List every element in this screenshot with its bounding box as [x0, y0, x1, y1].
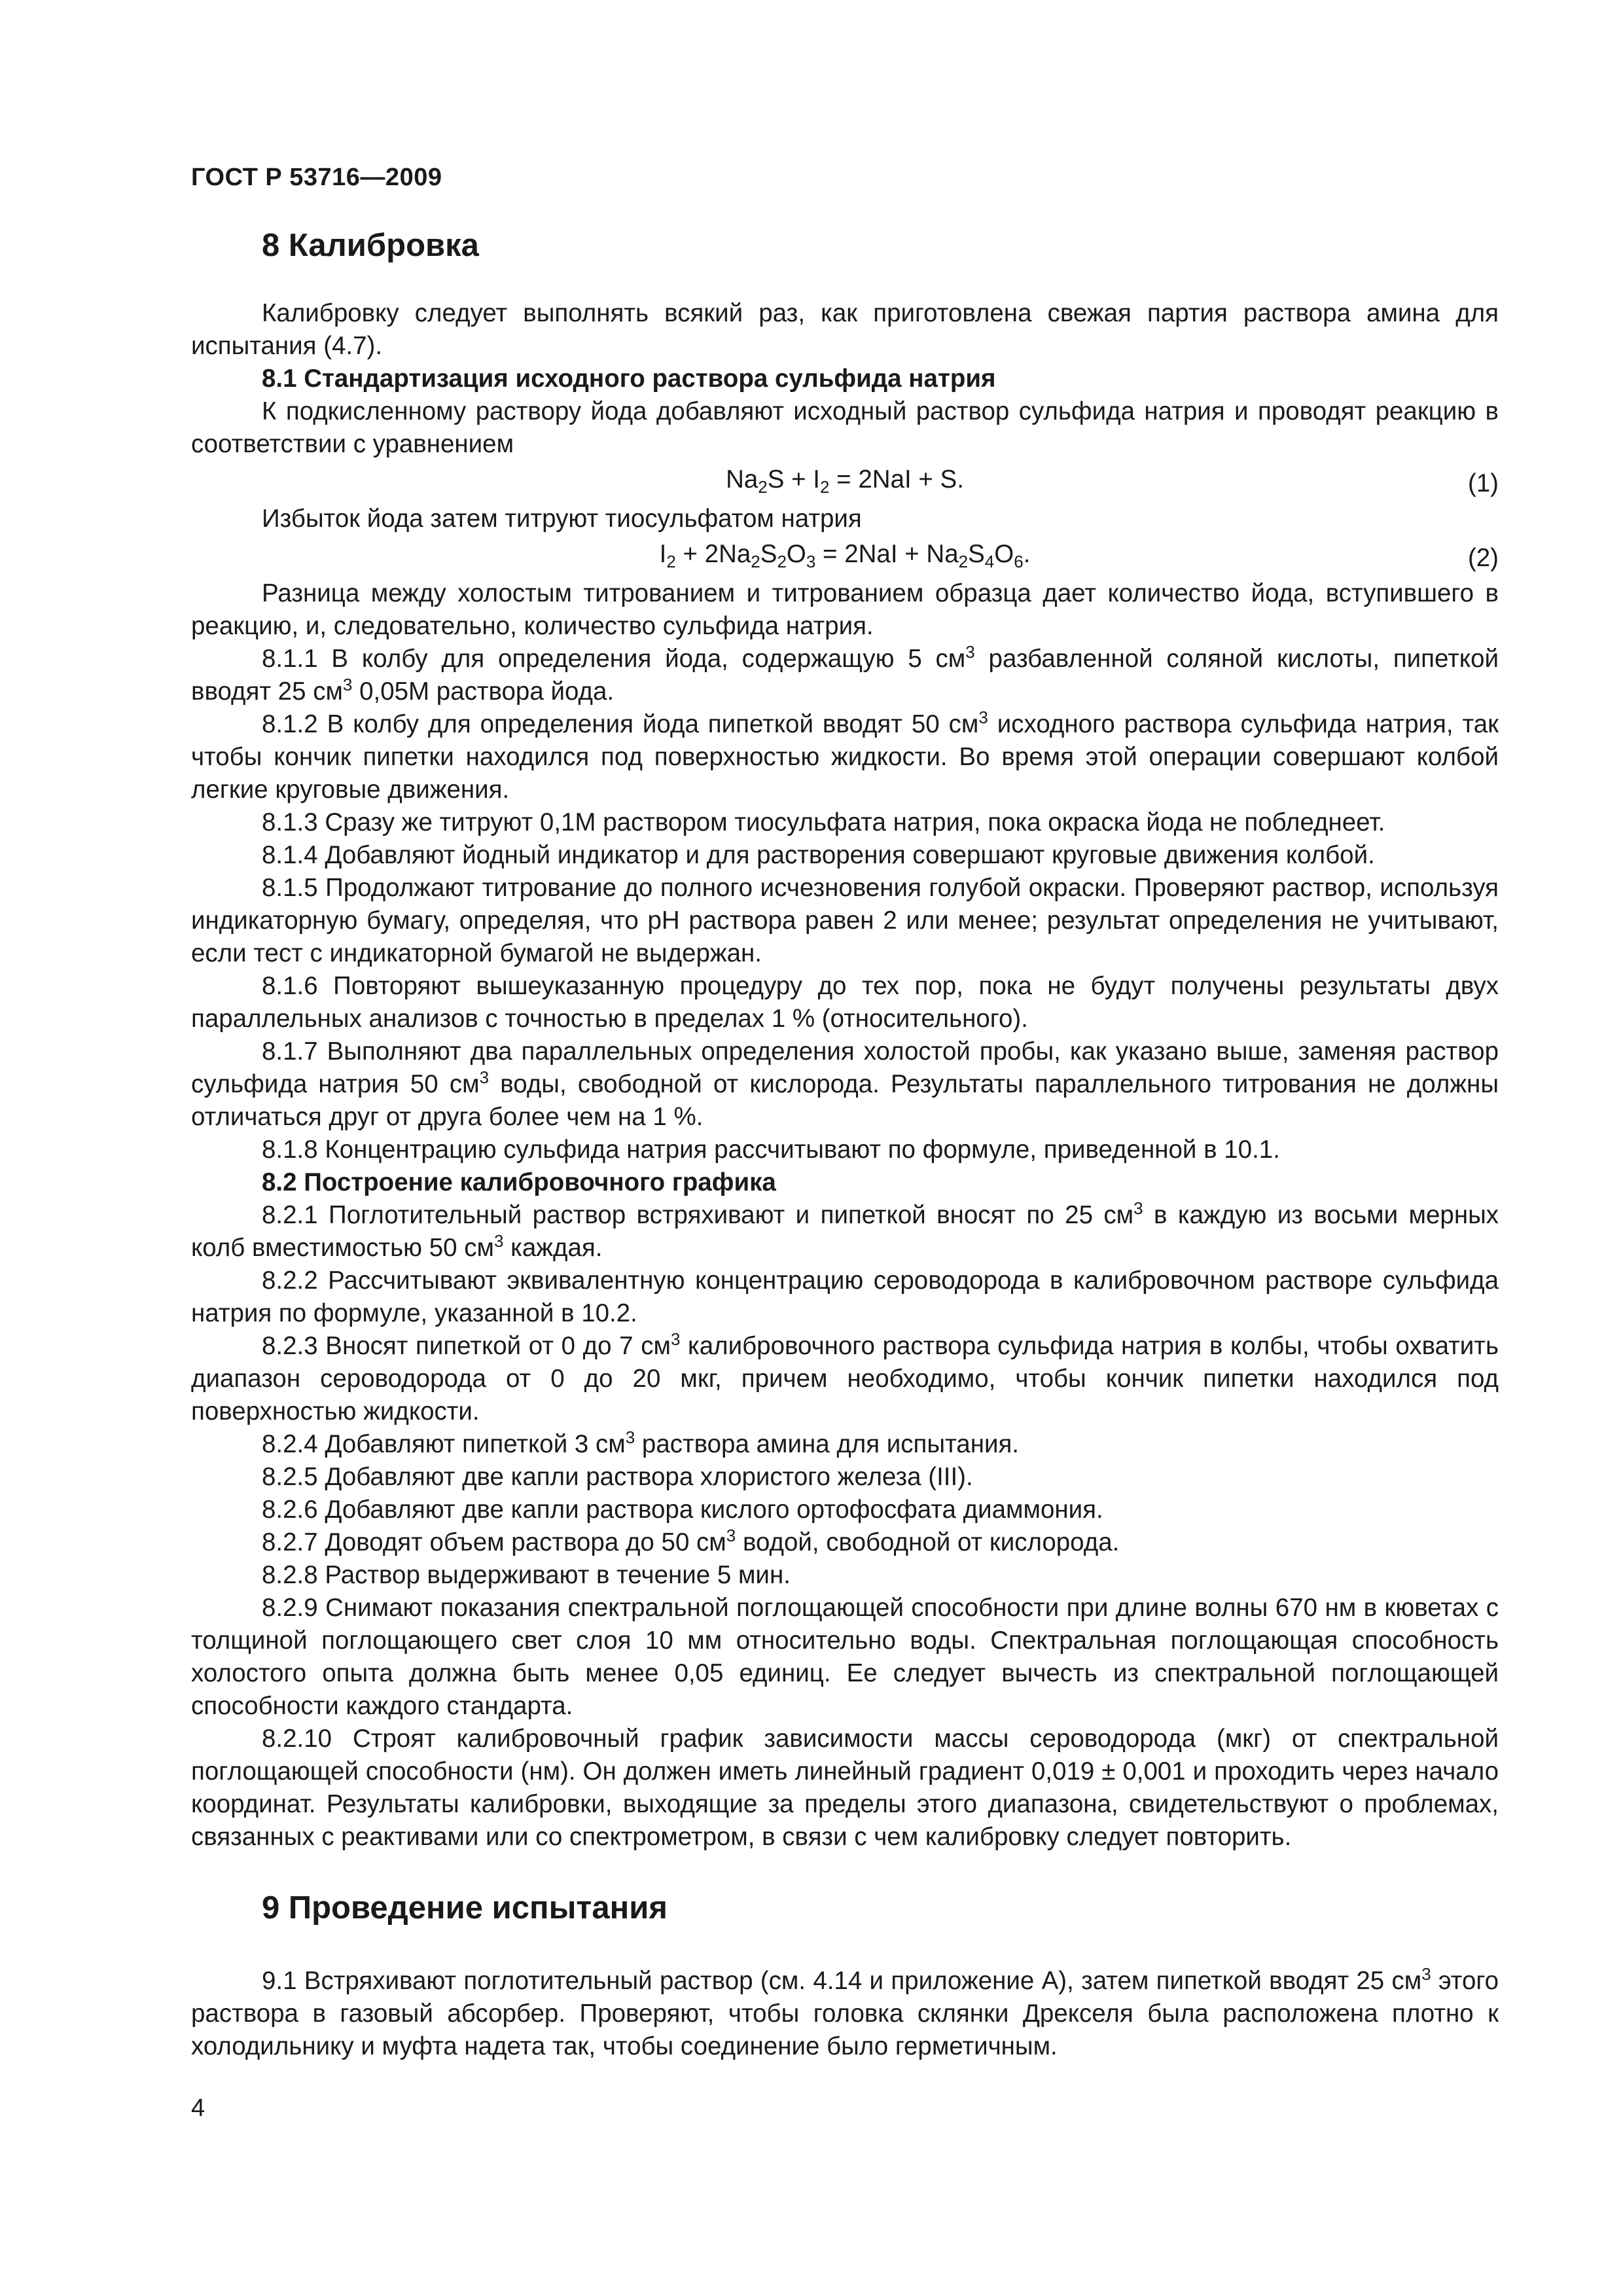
clause-8-2-10: 8.2.10 Строят калибровочный график зависимости массы сероводорода (мкг) от спектральной поглощающей способности (нм). Он должен иметь линейный градиент 0,019 ± 0,001 и проходить через начало координат. Результаты калибровки, выходящие за пределы этого диапазона, свидетельствуют о проблемах, связанных с реактивами или со спектрометром, в связи с чем калибровку следует повторить. — [191, 1725, 1499, 1851]
iodine-excess-text: Избыток йода затем титруют тиосульфатом натрия — [262, 505, 862, 533]
clause-9-1: 9.1 Встряхивают поглотительный раствор (см. 4.14 и приложение А), затем пипеткой вводят 25 $см^3$ этого раствора в газовый абсорбер. Проверяют, чтобы головка склянки Дрекселя была расположена плотно к холодильнику и муфта надета так, чтобы соединение было герметичным. — [191, 1964, 1499, 2060]
clause-8-2-5: 8.2.5 Добавляют две капли раствора хлористого железа (III). — [262, 1463, 973, 1491]
section-8-heading: 8 Калибровка — [262, 228, 479, 263]
formula-2 — [191, 535, 1499, 577]
subsection-8-1-heading: 8.1 Стандартизация исходного раствора сульфида натрия — [262, 365, 996, 393]
clause-8-2-3: 8.2.3 Вносят пипеткой от 0 до 7 $см^3$ калибровочного раствора сульфида натрия в колбы, чтобы охватить диапазон сероводорода от 0 до 20 мкг, причем необходимо, чтобы кончик пипетки находился под поверхностью жидкости. — [191, 1329, 1499, 1426]
clause-8-2-1: 8.2.1 Поглотительный раствор встряхивают и пипеткой вносят по 25 $см^3$ в каждую из восьми мерных колб вместимостью 50 $см^3$ каждая. — [191, 1198, 1499, 1262]
section-9-heading: 9 Проведение испытания — [262, 1890, 668, 1926]
clause-8-1-7: 8.1.7 Выполняют два параллельных определения холостой пробы, как указано выше, заменяя раствор сульфида натрия 50 $см^3$ воды, свободной от кислорода. Результаты параллельного титрования не должны отличаться друг от друга более чем на 1 %. — [191, 1037, 1499, 1131]
document-header: ГОСТ Р 53716—2009 — [191, 164, 442, 191]
formula-1-expression: $Na_2S + I_2 = 2NaI + S$. — [726, 465, 964, 497]
formula-2-expression: $I_2 + 2Na_2S_2O_3 = 2NaI + Na_2S_4O_6$. — [659, 540, 1031, 571]
subsection-8-2-heading: 8.2 Построение калибровочного графика — [262, 1168, 776, 1196]
clause-8-2-6: 8.2.6 Добавляют две капли раствора кислого ортофосфата диаммония. — [262, 1496, 1103, 1524]
clause-8-1-3: 8.1.3 Сразу же титруют 0,1М раствором тиосульфата натрия, пока окраска йода не побледнеет. — [262, 808, 1385, 836]
difference-text: Разница между холостым титрованием и титрованием образца дает количество йода, вступившего в реакцию, и, следовательно, количество сульфида натрия. — [191, 579, 1499, 640]
sec81-text: К подкисленному раствору йода добавляют исходный раствор сульфида натрия и проводят реакцию в соответствии с уравнением — [191, 397, 1499, 458]
formula-1-number: (1) — [1467, 469, 1499, 497]
page-number: 4 — [191, 2094, 205, 2122]
clause-8-2-7: 8.2.7 Доводят объем раствора до 50 $см^3$ водой, свободной от кислорода. — [262, 1526, 1120, 1556]
clause-8-1-8: 8.1.8 Концентрацию сульфида натрия рассчитывают по формуле, приведенной в 10.1. — [262, 1136, 1280, 1164]
clause-8-2-4: 8.2.4 Добавляют пипеткой 3 $см^3$ раствора амина для испытания. — [262, 1427, 1020, 1458]
clause-8-2-2: 8.2.2 Рассчитывают эквивалентную концентрацию сероводорода в калибровочном растворе сульфида натрия по формуле, указанной в 10.2. — [191, 1266, 1499, 1327]
formula-1 — [191, 461, 1499, 503]
clause-8-2-9: 8.2.9 Снимают показания спектральной поглощающей способности при длине волны 670 нм в кюветах с толщиной поглощающего свет слоя 10 мм относительно воды. Спектральная поглощающая способность холостого опыта должна быть менее 0,05 единиц. Ее следует вычесть из спектральной поглощающей способности каждого стандарта. — [191, 1594, 1499, 1720]
sec8-intro: Калибровку следует выполнять всякий раз, как приготовлена свежая партия раствора амина для испытания (4.7). — [191, 299, 1499, 360]
clause-8-1-4: 8.1.4 Добавляют йодный индикатор и для растворения совершают круговые движения колбой. — [262, 841, 1375, 869]
clause-8-1-2: 8.1.2 В колбу для определения йода пипеткой вводят 50 $см^3$ исходного раствора сульфида натрия, так чтобы кончик пипетки находился под поверхностью жидкости. Во время этой операции совершают колбой легкие круговые движения. — [191, 708, 1499, 804]
formula-2-number: (2) — [1467, 544, 1499, 572]
page-content — [191, 223, 1499, 2063]
clause-8-1-6: 8.1.6 Повторяют вышеуказанную процедуру до тех пор, пока не будут получены результаты двух параллельных анализов с точностью в пределах 1 % (относительного). — [191, 972, 1499, 1033]
clause-8-1-5: 8.1.5 Продолжают титрование до полного исчезновения голубой окраски. Проверяют раствор, используя индикаторную бумагу, определяя, что pH раствора равен 2 или менее; результат определения не учитывают, если тест с индикаторной бумагой не выдержан. — [191, 874, 1499, 967]
clause-8-1-1: 8.1.1 В колбу для определения йода, содержащую 5 $см^3$ разбавленной соляной кислоты, пипеткой вводят 25 $см^3$ 0,05М раствора йода. — [191, 642, 1499, 706]
clause-8-2-8: 8.2.8 Раствор выдерживают в течение 5 мин. — [262, 1561, 791, 1589]
